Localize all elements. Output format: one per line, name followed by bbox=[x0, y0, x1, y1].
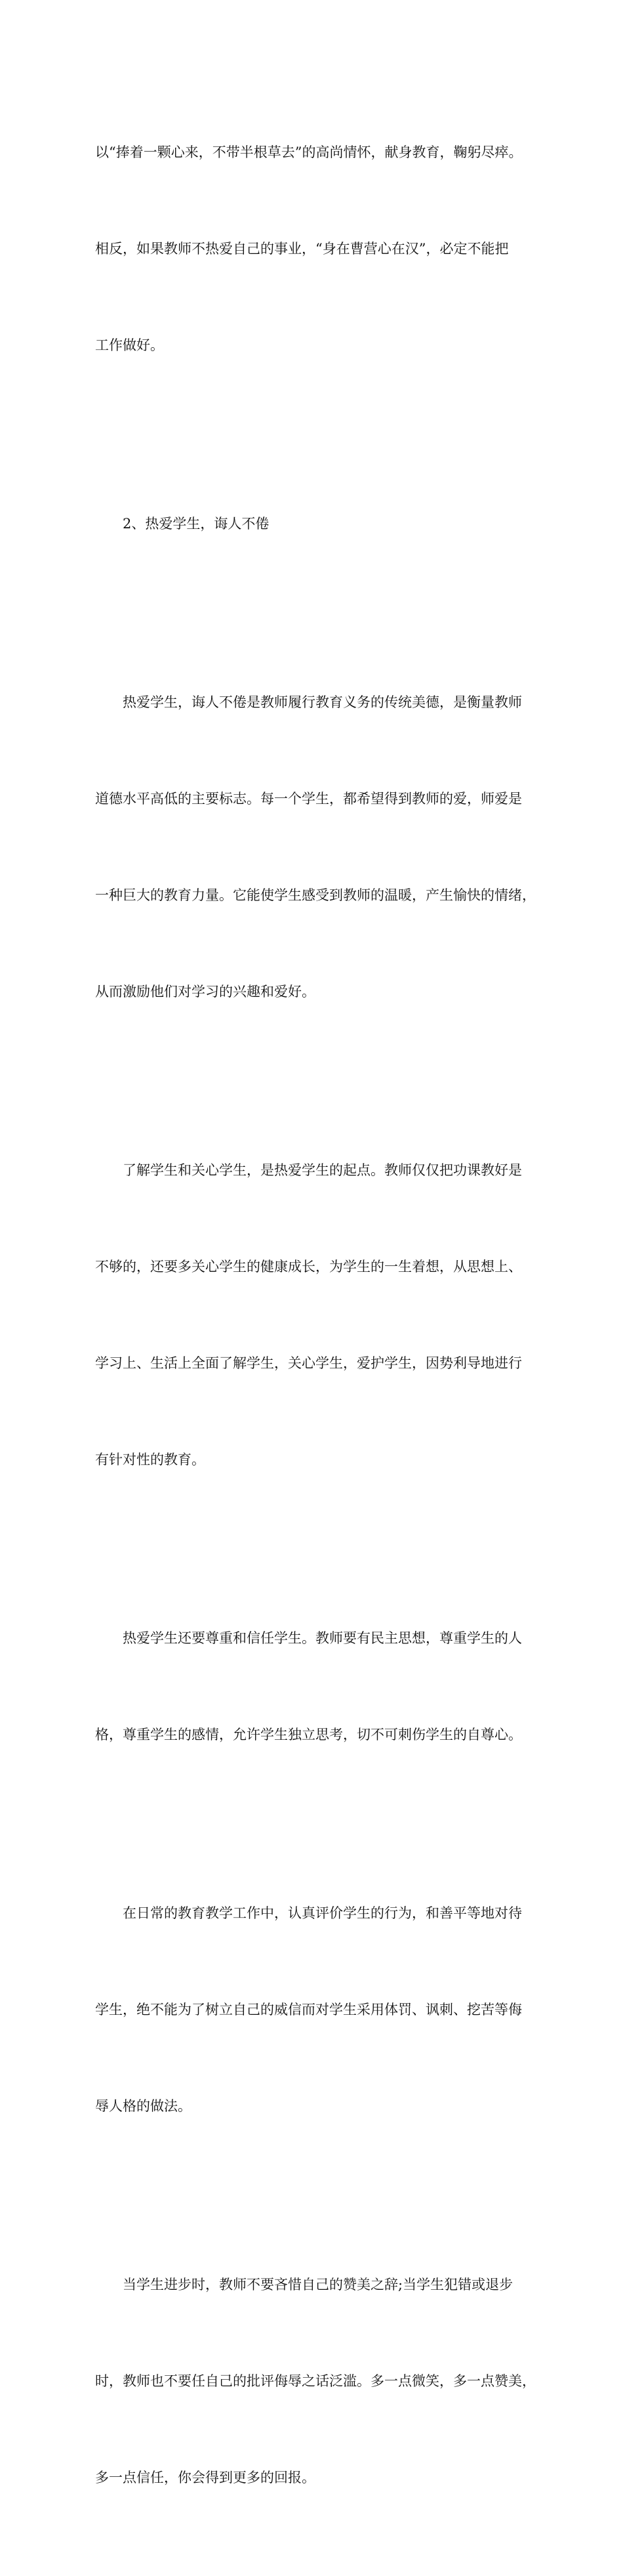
paragraph-7 bbox=[95, 2205, 536, 2558]
text-line: 在日常的教育教学工作中，认真评价学生的行为，和善平等地对待 bbox=[123, 1905, 522, 1921]
text-line: 道德水平高低的主要标志。每一个学生，都希望得到教师的爱，师爱是 bbox=[95, 791, 522, 807]
text-line: 格，尊重学生的感情，允许学生独立思考，切不可刺伤学生的自尊心。 bbox=[95, 1727, 522, 1742]
text-line: 了解学生和关心学生，是热爱学生的起点。教师仅仅把功课教好是 bbox=[123, 1162, 522, 1178]
text-line: 相反，如果教师不热爱自己的事业，“身在曹营心在汉”，必定不能把 bbox=[95, 241, 509, 257]
document-body bbox=[95, 72, 536, 2576]
text-line: 工作做好。 bbox=[95, 337, 164, 353]
text-line: 以“捧着一颗心来，不带半根草去”的高尚情怀，献身教育，鞠躬尽瘁。 bbox=[95, 144, 523, 160]
paragraph-5 bbox=[95, 1558, 529, 1815]
text-line: 从而激励他们对学习的兴趣和爱好。 bbox=[95, 984, 315, 1000]
text-line: 热爱学生，诲人不倦是教师履行教育义务的传统美德，是衡量教师 bbox=[123, 694, 522, 710]
paragraph-6 bbox=[95, 1833, 529, 2187]
heading-text: 2、热爱学生，诲人不倦 bbox=[123, 516, 270, 532]
paragraph-4 bbox=[95, 1090, 529, 1540]
text-line: 辱人格的做法。 bbox=[95, 2098, 191, 2114]
text-line: 学生，绝不能为了树立自己的威信而对学生采用体罚、讽刺、挖苦等侮 bbox=[95, 2002, 522, 2017]
text-line: 当学生进步时，教师不要吝惜自己的赞美之辞;当学生犯错或退步 bbox=[123, 2277, 513, 2292]
text-line: 一种巨大的教育力量。它能使学生感受到教师的温暖，产生愉快的情绪， bbox=[95, 887, 536, 903]
text-line: 多一点信任，你会得到更多的回报。 bbox=[95, 2470, 315, 2485]
text-line: 有针对性的教育。 bbox=[95, 1452, 205, 1467]
text-line: 热爱学生还要尊重和信任学生。教师要有民主思想，尊重学生的人 bbox=[123, 1630, 522, 1646]
text-line: 学习上、生活上全面了解学生，关心学生，爱护学生，因势利导地进行 bbox=[95, 1355, 522, 1371]
paragraph-1 bbox=[95, 72, 529, 426]
section-heading bbox=[95, 444, 529, 604]
text-line: 时，教师也不要任自己的批评侮辱之话泛滥。多一点微笑，多一点赞美， bbox=[95, 2373, 536, 2389]
text-line: 不够的，还要多关心学生的健康成长，为学生的一生着想，从思想上、 bbox=[95, 1259, 522, 1275]
paragraph-3 bbox=[95, 622, 536, 1072]
